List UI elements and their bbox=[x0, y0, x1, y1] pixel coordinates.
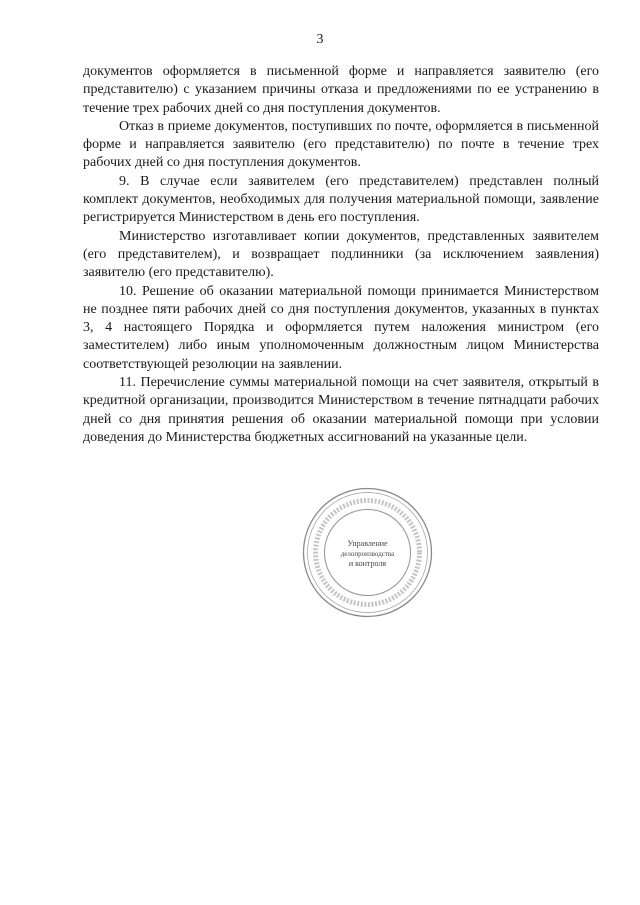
official-seal bbox=[300, 485, 435, 620]
paragraph: 11. Перечисление суммы материальной помощи на счет заявителя, открытый в кредитной организации, производится Министерством в течение пятнадцати рабочих дней со дня принятия решения об оказании материальной помощи при условии доведения до Министерства бюджетных ассигнований на указанные цели. bbox=[83, 375, 599, 445]
seal-line: Управление bbox=[347, 539, 388, 548]
paragraph: 9. В случае если заявителем (его представителем) представлен полный комплект документов, необходимых для получения материальной помощи, заявление регистрируется Министерством в день его поступления. bbox=[83, 173, 599, 226]
seal-line: и контроля bbox=[348, 559, 387, 568]
seal-line: делопроизводства bbox=[340, 550, 395, 558]
paragraph: 10. Решение об оказании материальной помощи принимается Министерством не позднее пяти рабочих дней со дня поступления документов, указанных в пунктах 3, 4 настоящего Порядка и оформляется путем наложения министром (его заместителем) либо иным уполномоченным должностным лицом Министерства соответствующей резолюции на заявлении. bbox=[83, 283, 599, 372]
document-body bbox=[83, 63, 599, 447]
paragraph: Министерство изготавливает копии документов, представленных заявителем (его представителем), и возвращает подлинники (за исключением заявления) заявителю (его представителю). bbox=[83, 228, 599, 281]
paragraph: документов оформляется в письменной форме и направляется заявителю (его представителю) с указанием причины отказа и предложениями по ее устранению в течение трех рабочих дней со дня поступления документов. bbox=[83, 64, 599, 116]
paragraph: Отказ в приеме документов, поступивших по почте, оформляется в письменной форме и направляется заявителю (его представителю) по почте в течение трех рабочих дней со дня поступления документов. bbox=[83, 118, 599, 171]
page-number: 3 bbox=[316, 32, 324, 47]
